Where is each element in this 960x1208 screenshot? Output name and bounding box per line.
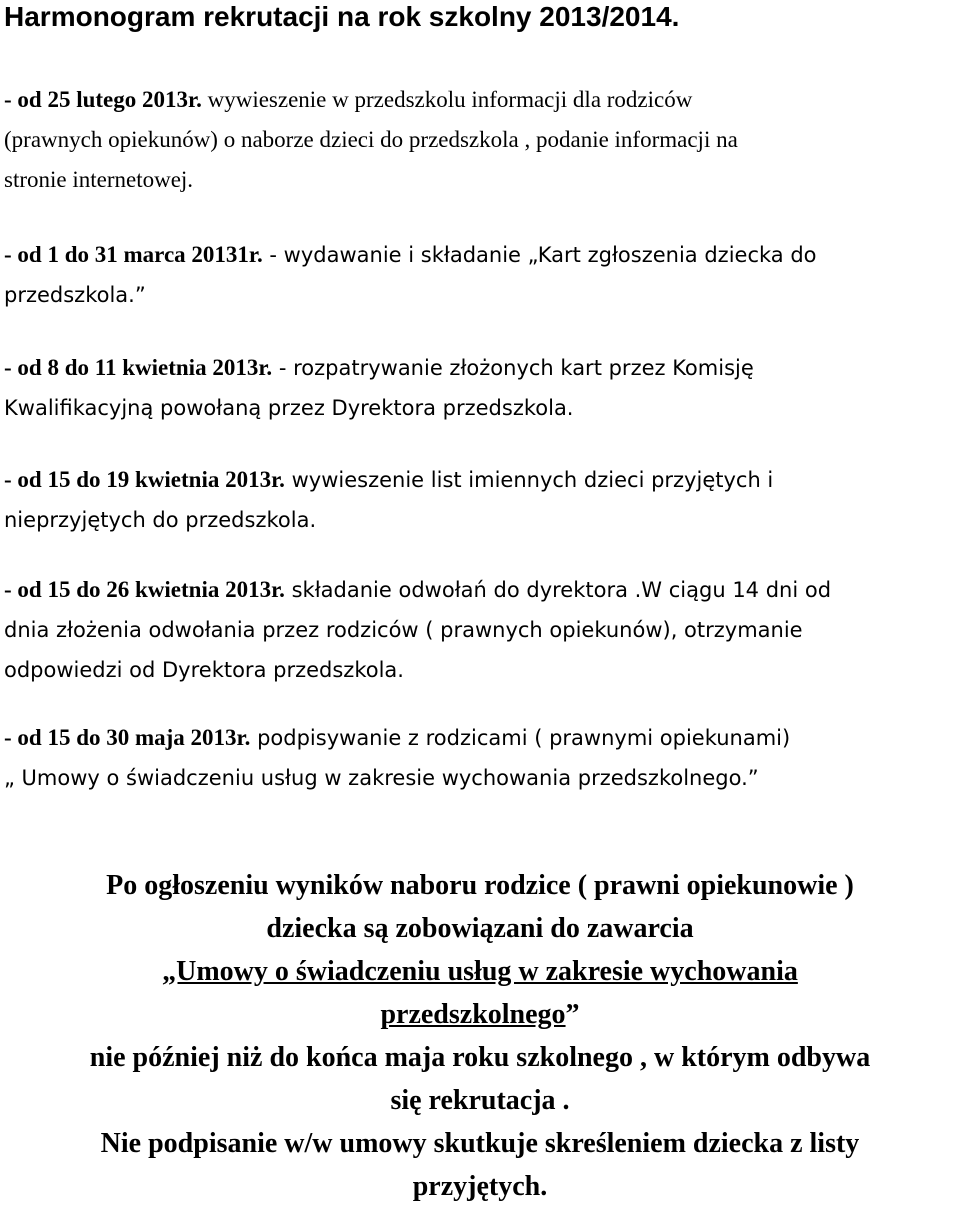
- entry-6-date: - od 15 do 30 maja 2013r.: [4, 725, 251, 750]
- schedule-entry-1: [4, 80, 959, 200]
- entry-3-text-line2: Kwalifikacyjną powołaną przez Dyrektora przedszkola.: [4, 396, 574, 420]
- notice-line-5: nie później niż do końca maja roku szkolnego , w którym odbywa: [89, 1042, 871, 1073]
- document-title: Harmonogram rekrutacji na rok szkolny 2013/2014.: [4, 1, 680, 32]
- entry-4-text-line1: wywieszenie list imiennych dzieci przyjętych i: [284, 468, 774, 492]
- notice-line-6: się rekrutacja .: [390, 1085, 570, 1116]
- notice-line-8: przyjętych.: [412, 1171, 548, 1202]
- entry-1-text-line3: stronie internetowej.: [4, 167, 194, 192]
- entry-3-text-line1: - rozpatrywanie złożonych kart przez Komisję: [272, 356, 754, 380]
- notice-line-2: dziecka są zobowiązani do zawarcia: [266, 913, 694, 944]
- entry-3-date: - od 8 do 11 kwietnia 2013r.: [4, 355, 273, 380]
- entry-1-text-line2: (prawnych opiekunów) o naborze dzieci do przedszkola , podanie informacji na: [4, 127, 738, 152]
- schedule-entry-2: [4, 235, 959, 315]
- entry-5-text-line2: dnia złożenia odwołania przez rodziców ( prawnych opiekunów), otrzymanie: [4, 618, 803, 642]
- entry-1-date: - od 25 lutego 2013r.: [4, 87, 202, 112]
- notice-contract-name-line-2: przedszkolnego: [380, 999, 566, 1030]
- notice-contract-name-line-1: „Umowy o świadczeniu usług w zakresie wychowania: [162, 956, 798, 987]
- schedule-entry-3: [4, 348, 959, 428]
- schedule-entry-4: [4, 460, 959, 540]
- notice-line-7: Nie podpisanie w/w umowy skutkuje skreśleniem dziecka z listy: [100, 1128, 860, 1159]
- notice-closing-quote: ”: [565, 999, 580, 1030]
- notice-line-1: Po ogłoszeniu wyników naboru rodzice ( prawni opiekunowie ): [106, 870, 854, 901]
- entry-4-date: - od 15 do 19 kwietnia 2013r.: [4, 467, 285, 492]
- entry-6-text-line2: „ Umowy o świadczeniu usług w zakresie wychowania przedszkolnego.”: [4, 766, 759, 790]
- contract-notice: [0, 864, 960, 1208]
- entry-5-text-line1: składanie odwołań do dyrektora .W ciągu 14 dni od: [284, 578, 832, 602]
- entry-5-text-line3: odpowiedzi od Dyrektora przedszkola.: [4, 658, 404, 682]
- schedule-entry-5: [4, 570, 959, 690]
- entry-2-text-line1: - wydawanie i składanie „Kart zgłoszenia dziecka do: [262, 243, 817, 267]
- entry-2-date: - od 1 do 31 marca 20131r.: [4, 242, 263, 267]
- schedule-entry-6: [4, 718, 959, 798]
- entry-1-text-line1: wywieszenie w przedszkolu informacji dla rodziców: [201, 87, 693, 112]
- entry-6-text-line1: podpisywanie z rodzicami ( prawnymi opiekunami): [250, 726, 791, 750]
- entry-5-date: - od 15 do 26 kwietnia 2013r.: [4, 577, 285, 602]
- entry-4-text-line2: nieprzyjętych do przedszkola.: [4, 508, 317, 532]
- entry-2-text-line2: przedszkola.”: [4, 283, 146, 307]
